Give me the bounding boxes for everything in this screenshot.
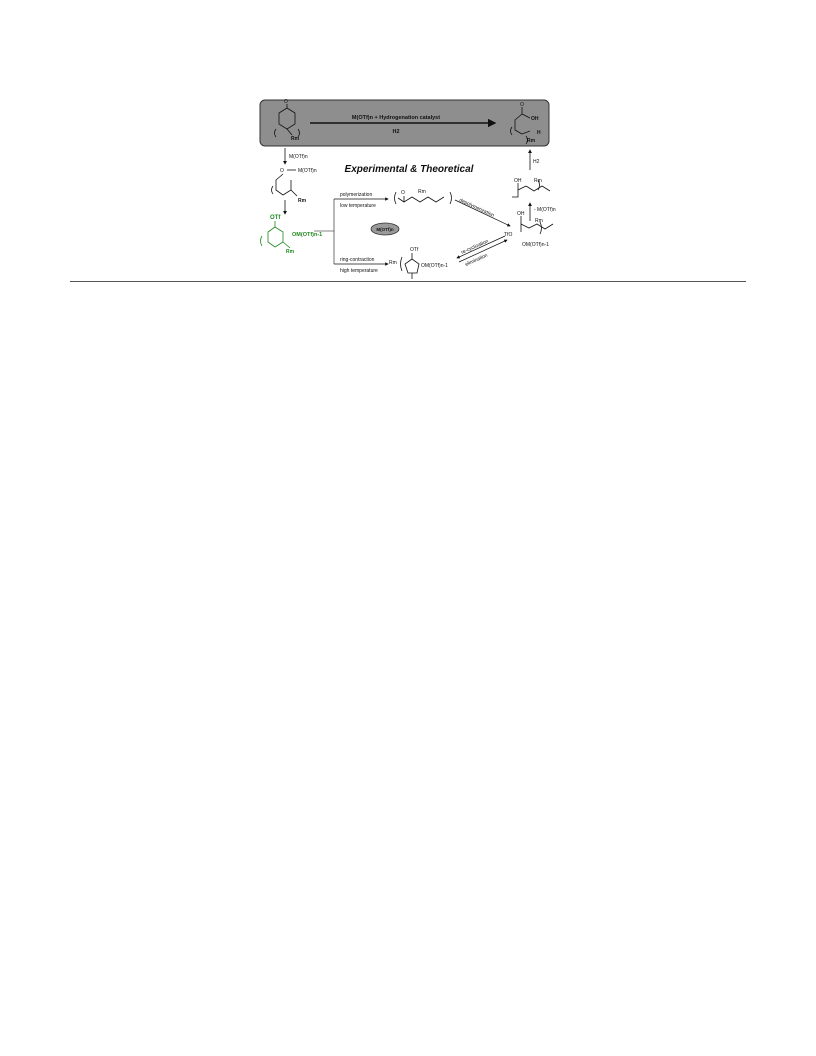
acid-carbonyl-oxygen: O bbox=[520, 102, 524, 108]
hydrogen-label: H2 bbox=[392, 129, 400, 135]
acid-hydroxyl: OH bbox=[531, 116, 539, 122]
complex-oxygen: O bbox=[280, 168, 284, 174]
contracted-counterion: OM(OTf)n-1 bbox=[421, 263, 448, 269]
contracted-substituent: Rm bbox=[389, 260, 397, 266]
cation-counterion: OM(OTf)n-1 bbox=[522, 242, 549, 248]
hydrogenation-label: H2 bbox=[533, 159, 540, 165]
low-temperature-label: low temperature bbox=[340, 203, 376, 209]
complex-metal: M(OTf)n bbox=[298, 168, 317, 174]
reaction-scheme bbox=[0, 0, 816, 300]
ring-contraction-label: ring-contraction bbox=[340, 257, 375, 263]
complex-substituent: Rm bbox=[298, 198, 307, 204]
oxocarbenium-counterion: OM(OTf)n-1 bbox=[292, 232, 323, 238]
polymerization-label: polymerization bbox=[340, 192, 373, 198]
depolymerization-label: depolymerization bbox=[458, 197, 495, 219]
unsaturated-acid-hydroxyl: OH bbox=[514, 178, 522, 184]
contracted-triflate: OTf bbox=[410, 247, 419, 253]
reagent-label: M(OTf)n + Hydrogenation catalyst bbox=[351, 115, 441, 121]
recyclization-label: re-cyclization bbox=[460, 238, 490, 256]
acid-hydrogen: H bbox=[537, 130, 541, 136]
oxocarbenium-substituent: Rm bbox=[286, 249, 295, 255]
cation-triflate: TfO bbox=[504, 232, 513, 238]
elimination-label: elimination bbox=[464, 252, 489, 268]
acid-substituent: Rm bbox=[527, 138, 536, 144]
lactone-metal-complex bbox=[272, 170, 298, 196]
catalyst-label: M(OTf)n bbox=[376, 227, 394, 232]
demetallation-label: - M(OTf)n bbox=[534, 207, 556, 213]
polymer-carbonyl: O bbox=[401, 190, 405, 196]
coordination-reagent: M(OTf)n bbox=[289, 154, 308, 160]
contracted-ring-product bbox=[401, 253, 420, 279]
oxocarbenium-triflate: OTf bbox=[270, 215, 281, 221]
lactone-oxygen: O bbox=[284, 99, 288, 105]
unsaturated-acid-substituent: Rm bbox=[534, 178, 542, 184]
cation-substituent: Rm bbox=[535, 218, 543, 224]
polymer-substituent: Rm bbox=[418, 189, 426, 195]
high-temperature-label: high temperature bbox=[340, 268, 378, 274]
scheme-title: Experimental & Theoretical bbox=[344, 164, 474, 175]
lactone-substituent: Rm bbox=[291, 136, 300, 142]
separator-rule bbox=[70, 281, 746, 282]
oxocarbenium-intermediate bbox=[261, 221, 291, 248]
cation-hydroxyl: OH bbox=[517, 211, 525, 217]
